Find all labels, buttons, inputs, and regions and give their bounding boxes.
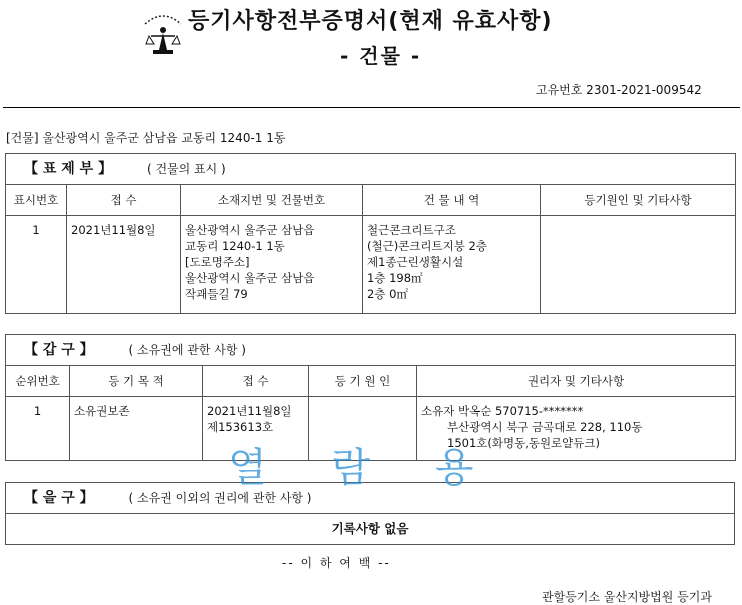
unique-number: 고유번호 2301-2021-009542 [536,83,702,97]
court-seal-logo [141,6,185,66]
display-number: 1 [6,216,67,314]
pyoje-section-subtitle: ( 건물의 표시 ) [146,162,226,176]
holder-line: 1501호(화명동,동원로얄듀크) [447,436,600,450]
col-receipt: 접 수 [67,185,181,216]
divider [3,107,740,108]
building-address: [건물] 울산광역시 울주군 삼남읍 교동리 1240-1 1동 [6,131,286,145]
details-cell [363,216,541,314]
location-line: 작괘들길 79 [185,287,248,301]
pyoje-header [6,154,736,185]
cause-cell [541,216,736,314]
location-line: 교동리 1240-1 1동 [185,239,285,253]
location-line: 울산광역시 울주군 삼남읍 [185,271,315,285]
col-display-number: 표시번호 [6,185,67,216]
document-title: 등기사항전부증명서(현재 유효사항) [188,9,553,34]
col-rank-number: 순위번호 [6,366,70,397]
pyoje-table [5,153,736,314]
col-holder: 권리자 및 기타사항 [417,366,736,397]
col-building-details: 건 물 내 역 [363,185,541,216]
details-line: 1층 198㎡ [367,271,423,285]
document-subtitle: - 건물 - [340,44,422,68]
holder-line: 소유자 박옥순 570715-******* [421,404,584,418]
location-line: 울산광역시 울주군 삼남읍 [185,223,315,237]
col-receipt: 접 수 [203,366,309,397]
holder-line: 부산광역시 북구 금곡대로 228, 110동 [447,420,643,434]
location-line: [도로명주소] [185,255,250,269]
watermark: 열 람 용 [228,445,500,491]
gap-section-title: 【 갑 구 】 [24,342,94,358]
details-line: 2층 0㎡ [367,287,408,301]
gap-header [6,335,736,366]
table-row [6,216,736,314]
col-purpose: 등 기 목 적 [70,366,203,397]
eul-section-title: 【 을 구 】 [24,490,94,506]
registration-purpose: 소유권보존 [70,397,203,461]
gap-section-subtitle: ( 소유권에 관한 사항 ) [128,343,246,357]
end-marker: -- 이 하 여 백 -- [282,556,391,570]
receipt-line: 제153613호 [207,420,274,434]
receipt-line: 2021년11월8일 [207,404,292,418]
details-line: 제1종근린생활시설 [367,255,464,269]
eul-section-subtitle: ( 소유권 이외의 권리에 관한 사항 ) [128,491,312,505]
location-cell [181,216,363,314]
col-cause: 등기원인 및 기타사항 [541,185,736,216]
pyoje-section-title: 【 표 제 부 】 [24,161,113,177]
col-cause: 등 기 원 인 [309,366,417,397]
col-location: 소재지번 및 건물번호 [181,185,363,216]
registry-office: 관할등기소 울산지방법원 등기과 [542,590,712,604]
no-records-text: 기록사항 없음 [6,514,735,545]
rank-number: 1 [6,397,70,461]
receipt-date: 2021년11월8일 [67,216,181,314]
details-line: 철근콘크리트구조 [367,223,456,237]
details-line: (철근)콘크리트지붕 2층 [367,239,487,253]
